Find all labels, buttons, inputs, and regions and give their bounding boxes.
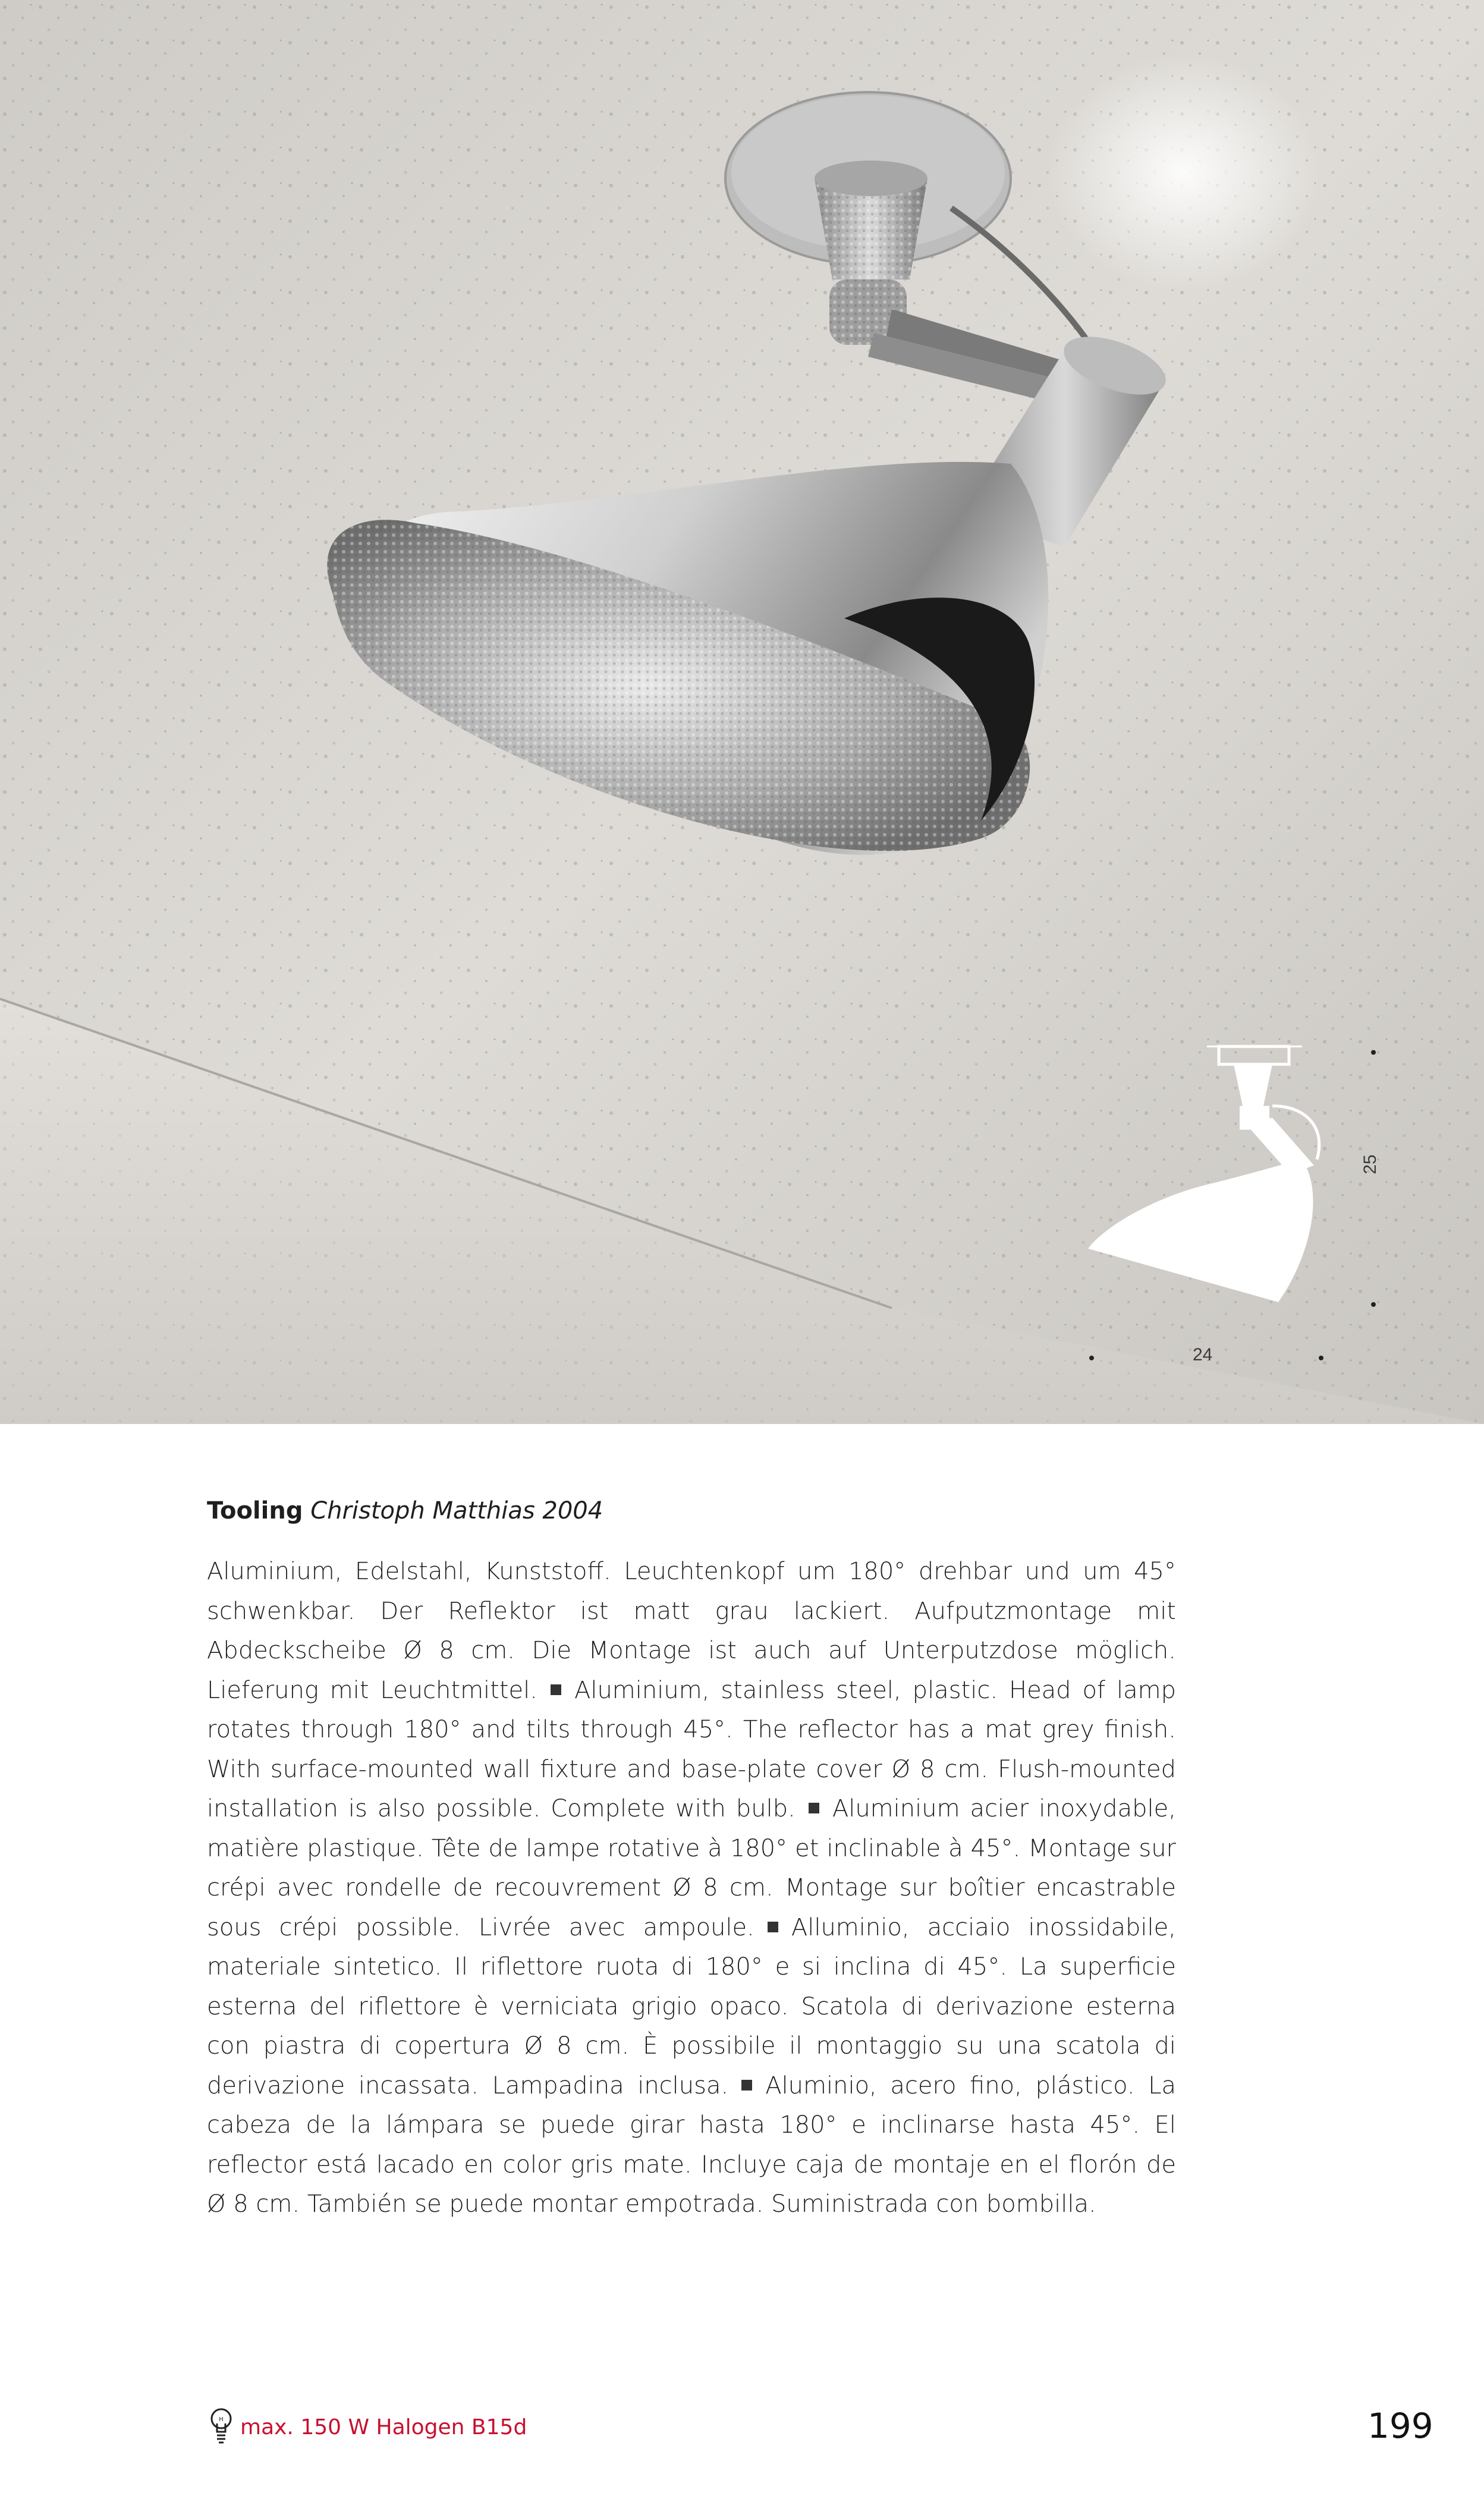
square-bullet-icon <box>551 1684 561 1695</box>
dimension-dot <box>1089 1356 1094 1360</box>
square-bullet-icon <box>741 2080 752 2091</box>
bulb-spec: max. 150 W Halogen B15d <box>240 2415 527 2440</box>
product-heading <box>207 1497 603 1524</box>
dimension-dot <box>1371 1302 1376 1307</box>
product-designer: Christoph Matthias <box>310 1497 535 1524</box>
description-en: Aluminium, stainless steel, plastic. Head of lamp rotates through 180° and tilts through 45°. The reflector has a mat grey finish. With surface-mounted wall fixture and base-plate cover Ø 8 cm. Flush-mounted installation is also possible. Complete with bulb. <box>207 1676 1176 1822</box>
dimension-depth-label: 24 <box>1193 1345 1213 1365</box>
description-es: Aluminio, acero fino, plástico. La cabeza de la lámpara se puede girar hasta 180° e inclinarse hasta 45°. El reflector está lacado en color gris mate. Incluye caja de montaje en el florón de Ø 8 cm. También se puede montar empotrada. Suministrada con bombilla. <box>207 2071 1176 2218</box>
page-number: 199 <box>1367 2406 1433 2446</box>
square-bullet-icon <box>809 1803 819 1813</box>
dimension-dot <box>1319 1356 1323 1360</box>
svg-text:H: H <box>219 2416 224 2423</box>
product-year: 2004 <box>542 1497 603 1524</box>
square-bullet-icon <box>768 1922 778 1932</box>
product-name: Tooling <box>207 1497 303 1524</box>
description-it: Alluminio, acciaio inossidabile, materiale sintetico. Il riflettore ruota di 180° e si inclina di 45°. La superficie esterna del riflettore è verniciata grigio opaco. Scatola di derivazione esterna con piastra di copertura Ø 8 cm. È possibile il montaggio su una scatola di derivazione incassata. Lampadina inclusa. <box>207 1913 1176 2099</box>
description-fr: Aluminium acier inoxydable, matière plastique. Tête de lampe rotative à 180° et inclinable à 45°. Montage sur crépi avec rondelle de recouvrement Ø 8 cm. Montage sur boîtier encastrable sous crépi possible. Livrée avec ampoule. <box>207 1795 1176 1941</box>
dimension-height-label: 25 <box>1360 1154 1380 1174</box>
description-de: Aluminium, Edelstahl, Kunststoff. Leuchtenkopf um 180° drehbar und um 45° schwenkbar. Der Reflektor ist matt grau lackiert. Aufputzmontage mit Abdeckscheibe Ø 8 cm. Die Montage ist auch auf Unterputzdose möglich. Lieferung mit Leuchtmittel. <box>207 1558 1176 1704</box>
bulb-icon <box>209 2406 233 2447</box>
dimension-dot <box>1371 1050 1376 1055</box>
product-description <box>207 1552 1176 2224</box>
